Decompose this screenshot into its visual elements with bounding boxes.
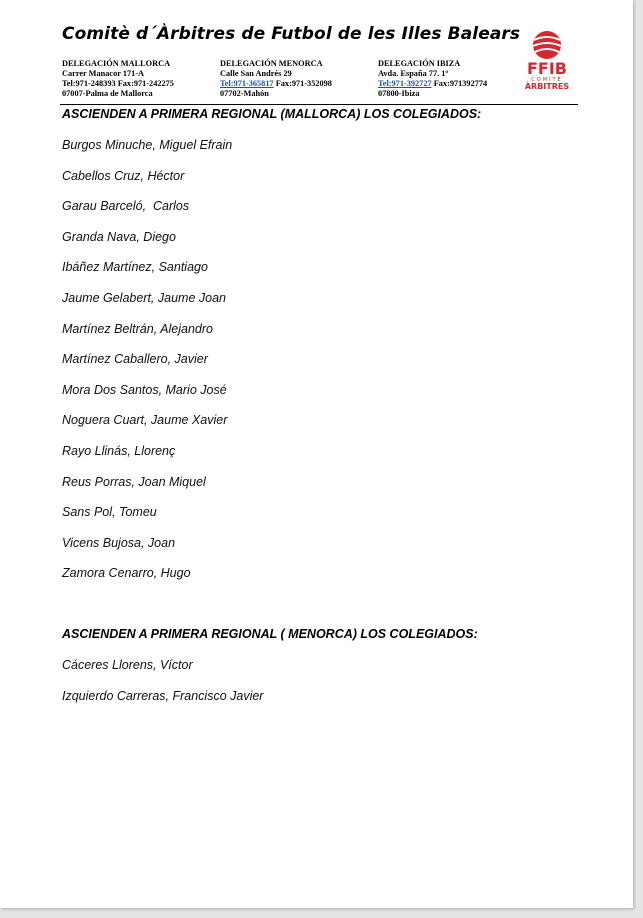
delegation-tel-link[interactable]: Tel:971-392727 [378,79,432,88]
delegation-menorca [220,59,332,99]
delegation-tel-link[interactable]: Tel:971-365817 [220,79,274,88]
logo-sub-text: COMITÈ [531,77,563,83]
logo-sub-text: ÀRBITRES [524,82,570,91]
referee-name: Martínez Caballero, Javier [62,352,208,367]
referee-name: Rayo Llinás, Llorenç [62,444,176,458]
referee-name: Martínez Beltrán, Alejandro [62,321,214,336]
document-title: Comitè d´Àrbitres de Futbol de les Illes Balears [62,24,521,44]
delegation-address: Avda. España 77. 1º [378,69,449,78]
delegation-mallorca [62,59,174,99]
section-heading: ASCIENDEN A PRIMERA REGIONAL ( MENORCA) LOS COLEGIADOS: [62,627,478,641]
delegation-city: 07702-Mahón [220,89,269,98]
delegation-fax: Fax:971-352098 [275,79,332,88]
delegation-address: Calle San Andrés 29 [220,69,292,78]
referee-name: Izquierdo Carreras, Francisco Javier [62,688,264,703]
delegation-city: 07800-Ibiza [378,89,420,98]
referee-name: Mora Dos Santos, Mario José [62,382,227,397]
delegation-tel: Tel:971-248393 [62,79,116,88]
ffib-logo [516,28,578,94]
logo-brand-text: FFIB [526,59,568,78]
delegation-address: Carrer Manacor 171-A [62,69,145,78]
delegation-name: DELEGACIÓN IBIZA [378,59,461,68]
delegation-city: 07007-Palma de Mallorca [62,89,153,98]
referee-name: Jaume Gelabert, Jaume Joan [62,291,226,305]
referee-name: Reus Porras, Joan Miquel [62,474,206,489]
referee-name: Ibáñez Martínez, Santiago [62,260,208,275]
delegation-name: DELEGACIÓN MENORCA [220,59,323,68]
ball-icon [533,31,561,59]
section-heading: ASCIENDEN A PRIMERA REGIONAL (MALLORCA) LOS COLEGIADOS: [62,107,482,121]
delegation-name: DELEGACIÓN MALLORCA [62,59,171,68]
referee-name: Vicens Bujosa, Joan [62,535,176,550]
referee-name: Noguera Cuart, Jaume Xavier [62,413,228,428]
delegation-fax: Fax:971392774 [433,79,488,88]
referee-name: Cáceres Llorens, Víctor [62,658,193,672]
referee-name: Garau Barceló, Carlos [62,199,190,214]
delegation-ibiza [378,59,487,99]
referee-name: Granda Nava, Diego [62,229,176,244]
referee-name: Zamora Cenarro, Hugo [62,566,191,581]
referee-name: Sans Pol, Tomeu [62,505,157,520]
referee-name: Burgos Minuche, Miguel Efrain [62,138,233,152]
header-divider [60,104,578,105]
delegation-fax: Fax:971-242275 [117,79,174,88]
referee-name: Cabellos Cruz, Héctor [62,168,185,183]
